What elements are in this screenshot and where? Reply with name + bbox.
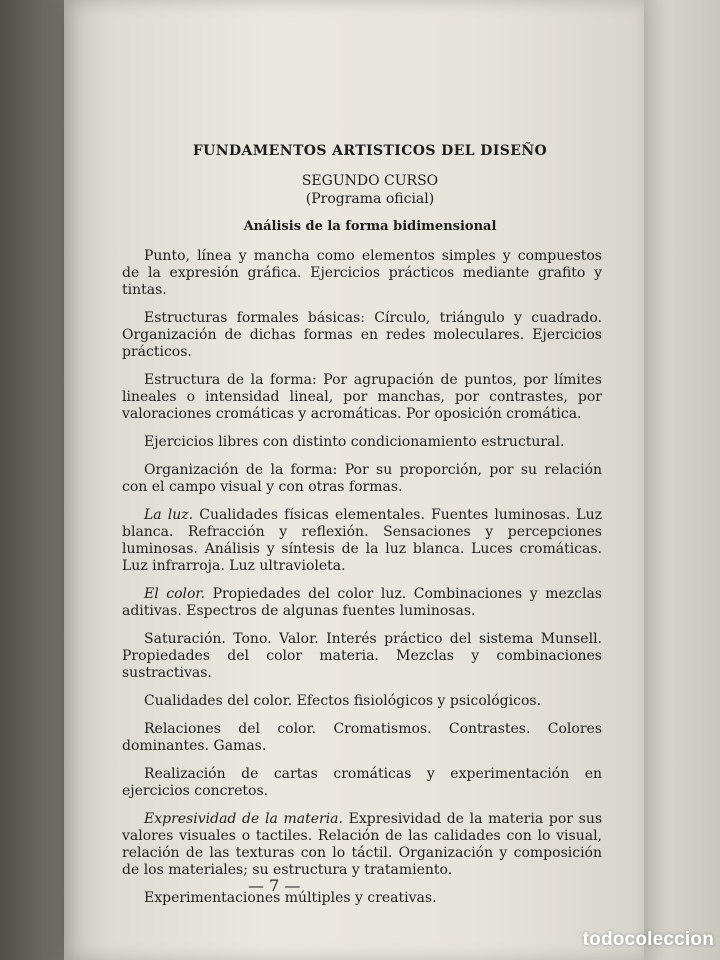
paragraph-8: Saturación. Tono. Valor. Interés práctico del sistema Munsell. Propiedades del color materia. Mezclas y combinaciones sustractivas. <box>122 631 602 681</box>
paragraph-7 <box>122 586 602 620</box>
document-content <box>122 142 602 918</box>
document-title: FUNDAMENTOS ARTISTICOS DEL DISEÑO <box>192 143 548 159</box>
paragraph-6 <box>122 507 602 575</box>
paragraph-4: Ejercicios libres con distinto condicionamiento estructural. <box>144 434 565 450</box>
italic-label-color: El color. <box>144 586 206 602</box>
italic-label-luz: La luz. <box>144 507 194 523</box>
page-number: — 7 — <box>248 876 301 895</box>
section-heading: Análisis de la forma bidimensional <box>243 219 497 234</box>
paragraph-13: Experimentaciones múltiples y creativas. <box>144 890 437 906</box>
paragraph-1: Punto, línea y mancha como elementos simples y compuestos de la expresión gráfica. Ejercicios prácticos mediante grafito y tintas. <box>122 248 602 298</box>
paragraph-3: Estructura de la forma: Por agrupación de puntos, por límites lineales o intensidad lineal, por manchas, por contrastes, por valoraciones cromáticas y acromáticas. Por oposición cromática. <box>122 372 602 422</box>
italic-label-expresividad: Expresividad de la materia. <box>144 811 343 827</box>
paragraph-7-text: Propiedades del color luz. Combinaciones y mezclas aditivas. Espectros de algunas fuentes luminosas. <box>122 586 602 619</box>
document-subtitle-note: (Programa oficial) <box>305 191 435 207</box>
paragraph-12 <box>122 811 602 879</box>
paragraph-2: Estructuras formales básicas: Círculo, triángulo y cuadrado. Organización de dichas formas en redes moleculares. Ejercicios prácticos. <box>122 310 602 360</box>
document-subtitle: SEGUNDO CURSO <box>301 173 439 189</box>
paragraph-12-text: Expresividad de la materia por sus valores visuales o tactiles. Relación de las calidades con lo visual, relación de las texturas con lo táctil. Organización y composición de los materiales; su estructura y tratamiento. <box>122 811 603 878</box>
watermark-logo: todocoleccion <box>582 929 714 950</box>
paragraph-6-text: Cualidades físicas elementales. Fuentes luminosas. Luz blanca. Refracción y reflexión. Sensaciones y percepciones luminosas. Análisis y síntesis de la luz blanca. Luces cromáticas. Luz infrarroja. Luz ultravioleta. <box>122 507 603 574</box>
paragraph-10: Relaciones del color. Cromatismos. Contrastes. Colores dominantes. Gamas. <box>122 721 602 754</box>
paragraph-5: Organización de la forma: Por su proporción, por su relación con el campo visual y con otras formas. <box>122 462 602 495</box>
paragraph-9: Cualidades del color. Efectos fisiológicos y psicológicos. <box>144 693 542 709</box>
paragraph-11: Realización de cartas cromáticas y experimentación en ejercicios concretos. <box>122 766 602 799</box>
adjacent-paper <box>636 0 720 960</box>
